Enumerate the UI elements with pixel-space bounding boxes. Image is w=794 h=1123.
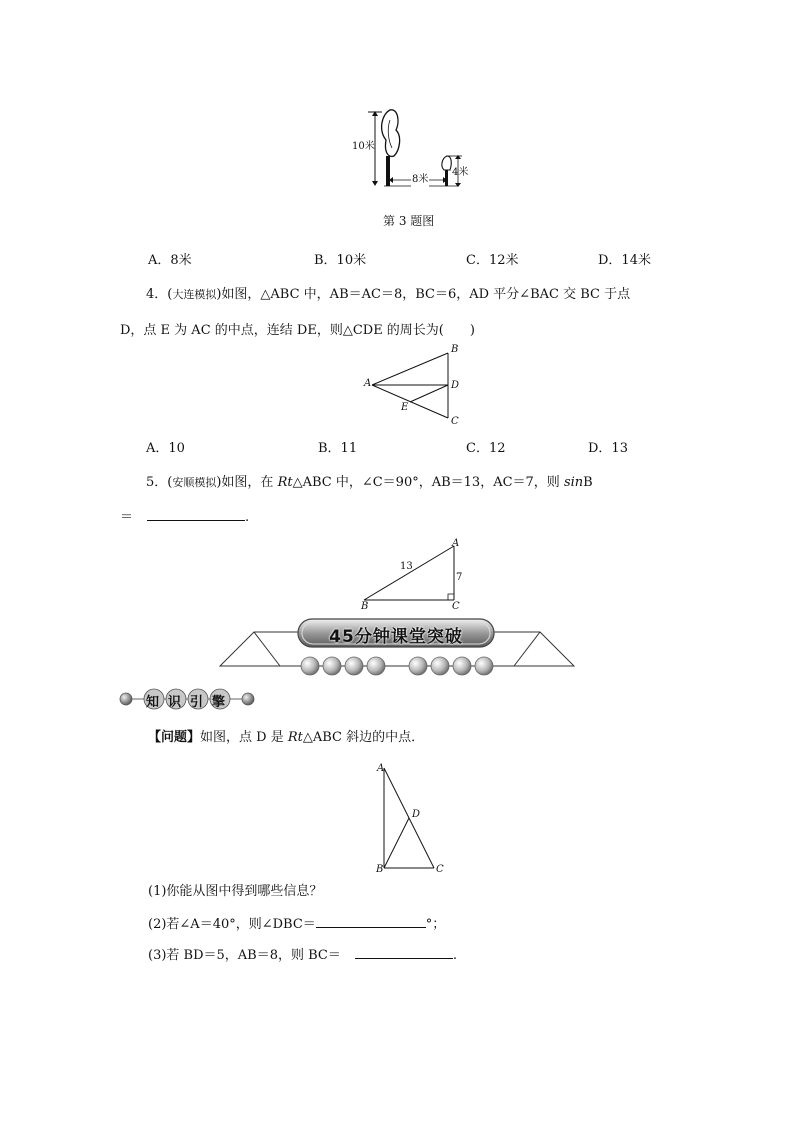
q5-label-b: B [361,601,369,612]
section-header [118,688,256,710]
section-char-2: 识 [168,695,182,710]
source-tag: 安顺模拟 [172,476,217,489]
q4-label-b: B [451,344,459,355]
label-10m: 10米 [352,141,375,152]
label-4m: 4米 [452,167,469,178]
figure-caption: 第 3 题图 [383,214,435,228]
question-4-line1: 4．(大连模拟)如图，△ABC 中，AB＝AC＝8，BC＝6，AD 平分∠BAC 交 BC 于点 [146,287,631,302]
q3-option-a: A．8米 [148,253,192,268]
q5-label-c: C [452,601,460,612]
tall-tree-trunk [386,156,390,186]
q4-option-c: C．12 [466,441,506,456]
section-char-1: 知 [146,695,160,710]
q4-option-a: A．10 [146,441,185,456]
label-8m: 8米 [411,171,429,189]
problem-label-a: A [377,763,385,774]
q4-label-e: E [401,402,409,413]
q4-option-d: D．13 [588,441,628,456]
problem-label-d: D [412,809,421,820]
sub-question-2: (2)若∠A＝40°，则∠DBC＝ °； [148,917,446,932]
section-char-4: 擎 [212,695,226,710]
small-tree-trunk [445,170,448,186]
header-left-dot [120,693,132,705]
q5-label-a: A [452,538,460,549]
problem-statement: 【问题】如图，点 D 是 Rt△ABC 斜边的中点． [148,730,425,745]
q3-option-d: D．14米 [598,253,651,268]
q5-label-7: 7 [456,572,463,583]
tall-tree-icon [382,110,400,157]
q5-label-13: 13 [400,561,413,572]
sub3-answer-blank[interactable] [355,946,453,959]
q4-label-a: A [364,378,372,389]
problem-label-b: B [376,864,384,875]
small-tree-icon [442,156,451,170]
sub-question-3: (3)若 BD＝5，AB＝8，则 BC＝ . [148,948,458,963]
banner-title: 45分钟课堂突破 [329,627,463,647]
q4-option-b: B．11 [318,441,358,456]
question-5-line1: 5．(安顺模拟)如图，在 Rt△ABC 中，∠C＝90°，AB＝13，AC＝7，则 sinB [146,475,593,490]
header-right-dot [242,693,254,705]
q5-answer-blank[interactable] [147,508,245,521]
q4-label-c: C [451,416,459,427]
sub-question-1: (1)你能从图中得到哪些信息？ [148,884,323,899]
source-tag: 大连模拟 [172,288,217,301]
question-4-line2: D，点 E 为 AC 的中点，连结 DE，则△CDE 的周长为( ) [120,323,475,338]
q3-option-b: B．10米 [314,253,367,268]
problem-label-c: C [436,864,444,875]
section-char-3: 引 [190,695,204,710]
sub2-answer-blank[interactable] [316,915,426,928]
q4-label-d: D [451,380,460,391]
q3-option-c: C．12米 [466,253,519,268]
question-5-line2: ＝ . [120,510,250,525]
